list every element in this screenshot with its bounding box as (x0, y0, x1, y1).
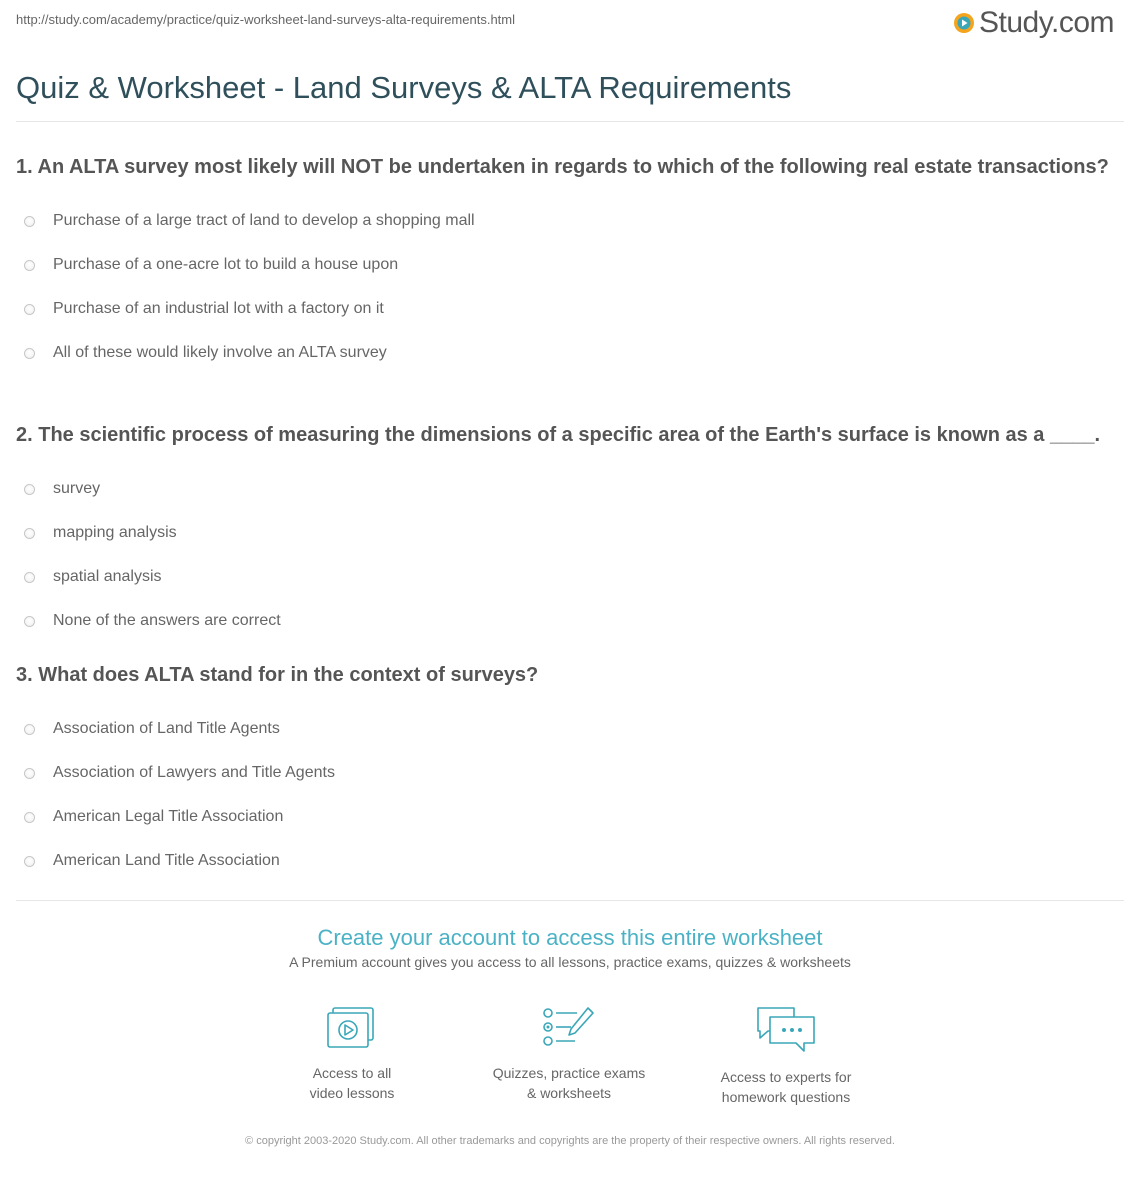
answer-choice[interactable] (16, 287, 1124, 331)
radio-button[interactable] (24, 484, 35, 495)
premium-description: A Premium account gives you access to all lessons, practice exams, quizzes & worksheets (289, 954, 851, 970)
answer-label[interactable]: Association of Lawyers and Title Agents (53, 764, 335, 781)
answer-label[interactable]: Purchase of a large tract of land to develop a shopping mall (53, 212, 475, 229)
feature-label: Access to experts for homework questions (720, 1069, 852, 1105)
chat-bubbles-icon (754, 1005, 818, 1055)
create-account-link[interactable]: Create your account to access this entire worksheet (317, 925, 823, 950)
answer-label[interactable]: Purchase of an industrial lot with a factory on it (53, 300, 384, 317)
question-text: 3. What does ALTA stand for in the context of surveys? (16, 664, 539, 686)
cta-divider (16, 900, 1124, 901)
question-text: 2. The scientific process of measuring the dimensions of a specific area of the Earth's surface is known as a ____. (16, 424, 1101, 446)
radio-button[interactable] (24, 528, 35, 539)
question-1 (16, 153, 1124, 375)
answer-choice[interactable] (16, 707, 1124, 751)
answer-choice[interactable] (16, 555, 1124, 599)
answer-choice[interactable] (16, 243, 1124, 287)
page-title: Quiz & Worksheet - Land Surveys & ALTA Requirements (16, 70, 792, 105)
radio-button[interactable] (24, 260, 35, 271)
answer-label[interactable]: mapping analysis (53, 524, 177, 541)
question-3 (16, 661, 1124, 883)
answer-choice[interactable] (16, 751, 1124, 795)
answer-label[interactable]: survey (53, 480, 101, 497)
page-url: http://study.com/academy/practice/quiz-worksheet-land-surveys-alta-requirements.html (16, 12, 516, 27)
answer-choice[interactable] (16, 511, 1124, 555)
answer-choice[interactable] (16, 795, 1124, 839)
quiz-checklist-icon (541, 1005, 597, 1051)
question-2 (16, 421, 1124, 643)
answer-label[interactable]: spatial analysis (53, 568, 162, 585)
video-lessons-icon (325, 1005, 379, 1051)
radio-button[interactable] (24, 724, 35, 735)
answer-choice[interactable] (16, 199, 1124, 243)
top-bar (0, 0, 1140, 44)
play-logo-icon (953, 12, 975, 34)
radio-button[interactable] (24, 768, 35, 779)
answer-label[interactable]: American Land Title Association (53, 852, 280, 869)
radio-button[interactable] (24, 216, 35, 227)
radio-button[interactable] (24, 572, 35, 583)
radio-button[interactable] (24, 856, 35, 867)
feature-quizzes (469, 1005, 669, 1103)
answer-label[interactable]: Association of Land Title Agents (53, 720, 280, 737)
answer-choice[interactable] (16, 467, 1124, 511)
logo-text: Study.com (979, 6, 1114, 39)
question-text: 1. An ALTA survey most likely will NOT be undertaken in regards to which of the following real estate transactions? (16, 156, 1109, 178)
feature-video-lessons (252, 1005, 452, 1103)
answer-label[interactable]: None of the answers are correct (53, 612, 281, 629)
copyright-footer: © copyright 2003-2020 Study.com. All other trademarks and copyrights are the property of their respective owners. All rights reserved. (245, 1135, 895, 1147)
feature-label: Access to all video lessons (309, 1065, 395, 1101)
answer-choices (16, 707, 1124, 883)
radio-button[interactable] (24, 348, 35, 359)
study-logo[interactable] (953, 6, 1114, 40)
answer-choices (16, 199, 1124, 375)
feature-experts (686, 1005, 886, 1107)
answer-choices (16, 467, 1124, 643)
answer-label[interactable]: All of these would likely involve an ALTA survey (53, 344, 387, 361)
radio-button[interactable] (24, 812, 35, 823)
radio-button[interactable] (24, 304, 35, 315)
answer-choice[interactable] (16, 599, 1124, 643)
answer-label[interactable]: Purchase of a one-acre lot to build a house upon (53, 256, 399, 273)
answer-choice[interactable] (16, 331, 1124, 375)
answer-label[interactable]: American Legal Title Association (53, 808, 284, 825)
radio-button[interactable] (24, 616, 35, 627)
title-divider (16, 121, 1124, 122)
answer-choice[interactable] (16, 839, 1124, 883)
feature-label: Quizzes, practice exams & worksheets (492, 1065, 646, 1101)
